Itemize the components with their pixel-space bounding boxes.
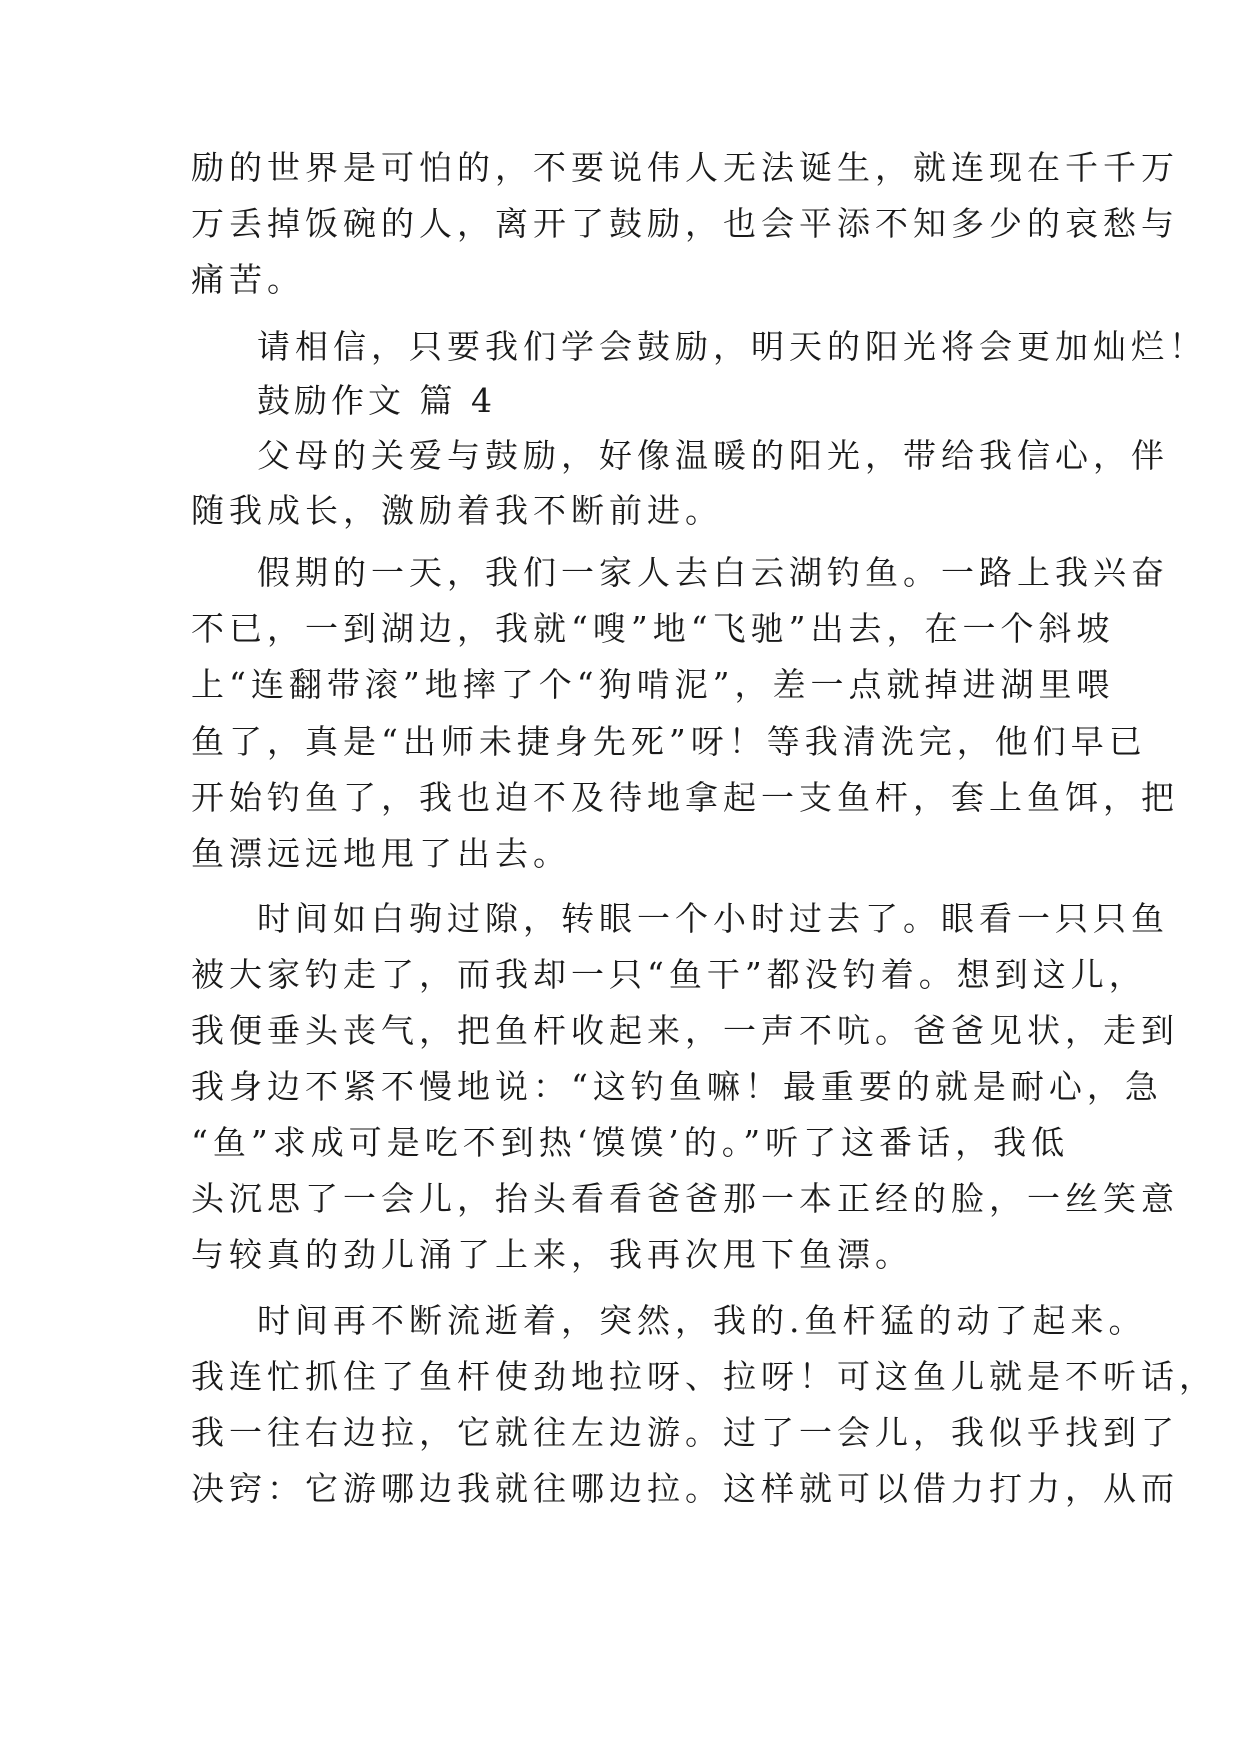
paragraph-line: 我身边不紧不慢地说：“这钓鱼嘛！最重要的就是耐心，急 xyxy=(191,1067,1163,1106)
paragraph-line: 我连忙抓住了鱼杆使劲地拉呀、拉呀！可这鱼儿就是不听话， xyxy=(191,1357,1217,1396)
paragraph-line: 上“连翻带滚”地摔了个“狗啃泥”，差一点就掉进湖里喂 xyxy=(191,665,1115,704)
paragraph-line: 我便垂头丧气，把鱼杆收起来，一声不吭。爸爸见状，走到 xyxy=(191,1011,1179,1050)
paragraph-line: 决窍：它游哪边我就往哪边拉。这样就可以借力打力，从而 xyxy=(191,1469,1179,1508)
section-heading: 鼓励作文 篇 4 xyxy=(257,381,496,420)
paragraph-line: 励的世界是可怕的，不要说伟人无法诞生，就连现在千千万 xyxy=(191,148,1179,187)
paragraph-line: 父母的关爱与鼓励，好像温暖的阳光，带给我信心，伴 xyxy=(257,436,1169,475)
paragraph-line: 时间再不断流逝着，突然，我的.鱼杆猛的动了起来。 xyxy=(257,1301,1147,1340)
paragraph-line: 万丢掉饭碗的人，离开了鼓励，也会平添不知多少的哀愁与 xyxy=(191,204,1179,243)
paragraph-line: 开始钓鱼了，我也迫不及待地拿起一支鱼杆，套上鱼饵，把 xyxy=(191,778,1179,817)
paragraph-line: 鱼漂远远地甩了出去。 xyxy=(191,834,571,873)
paragraph-line: 不已，一到湖边，我就“嗖”地“飞驰”出去，在一个斜坡 xyxy=(191,609,1115,648)
paragraph-line: 请相信，只要我们学会鼓励，明天的阳光将会更加灿烂！ xyxy=(257,327,1207,366)
paragraph-line: “鱼”求成可是吃不到热‘馍馍’的。”听了这番话，我低 xyxy=(191,1123,1070,1162)
paragraph-line: 随我成长，激励着我不断前进。 xyxy=(191,491,723,530)
paragraph-line: 鱼了，真是“出师未捷身先死”呀！等我清洗完，他们早已 xyxy=(191,722,1147,761)
paragraph-line: 痛苦。 xyxy=(191,260,305,299)
paragraph-line: 与较真的劲儿涌了上来，我再次甩下鱼漂。 xyxy=(191,1235,913,1274)
paragraph-line: 头沉思了一会儿，抬头看看爸爸那一本正经的脸，一丝笑意 xyxy=(191,1179,1179,1218)
paragraph-line: 假期的一天，我们一家人去白云湖钓鱼。一路上我兴奋 xyxy=(257,553,1169,592)
paragraph-line: 时间如白驹过隙，转眼一个小时过去了。眼看一只只鱼 xyxy=(257,899,1169,938)
paragraph-line: 我一往右边拉，它就往左边游。过了一会儿，我似乎找到了 xyxy=(191,1413,1179,1452)
paragraph-line: 被大家钓走了，而我却一只“鱼干”都没钓着。想到这儿， xyxy=(191,955,1147,994)
